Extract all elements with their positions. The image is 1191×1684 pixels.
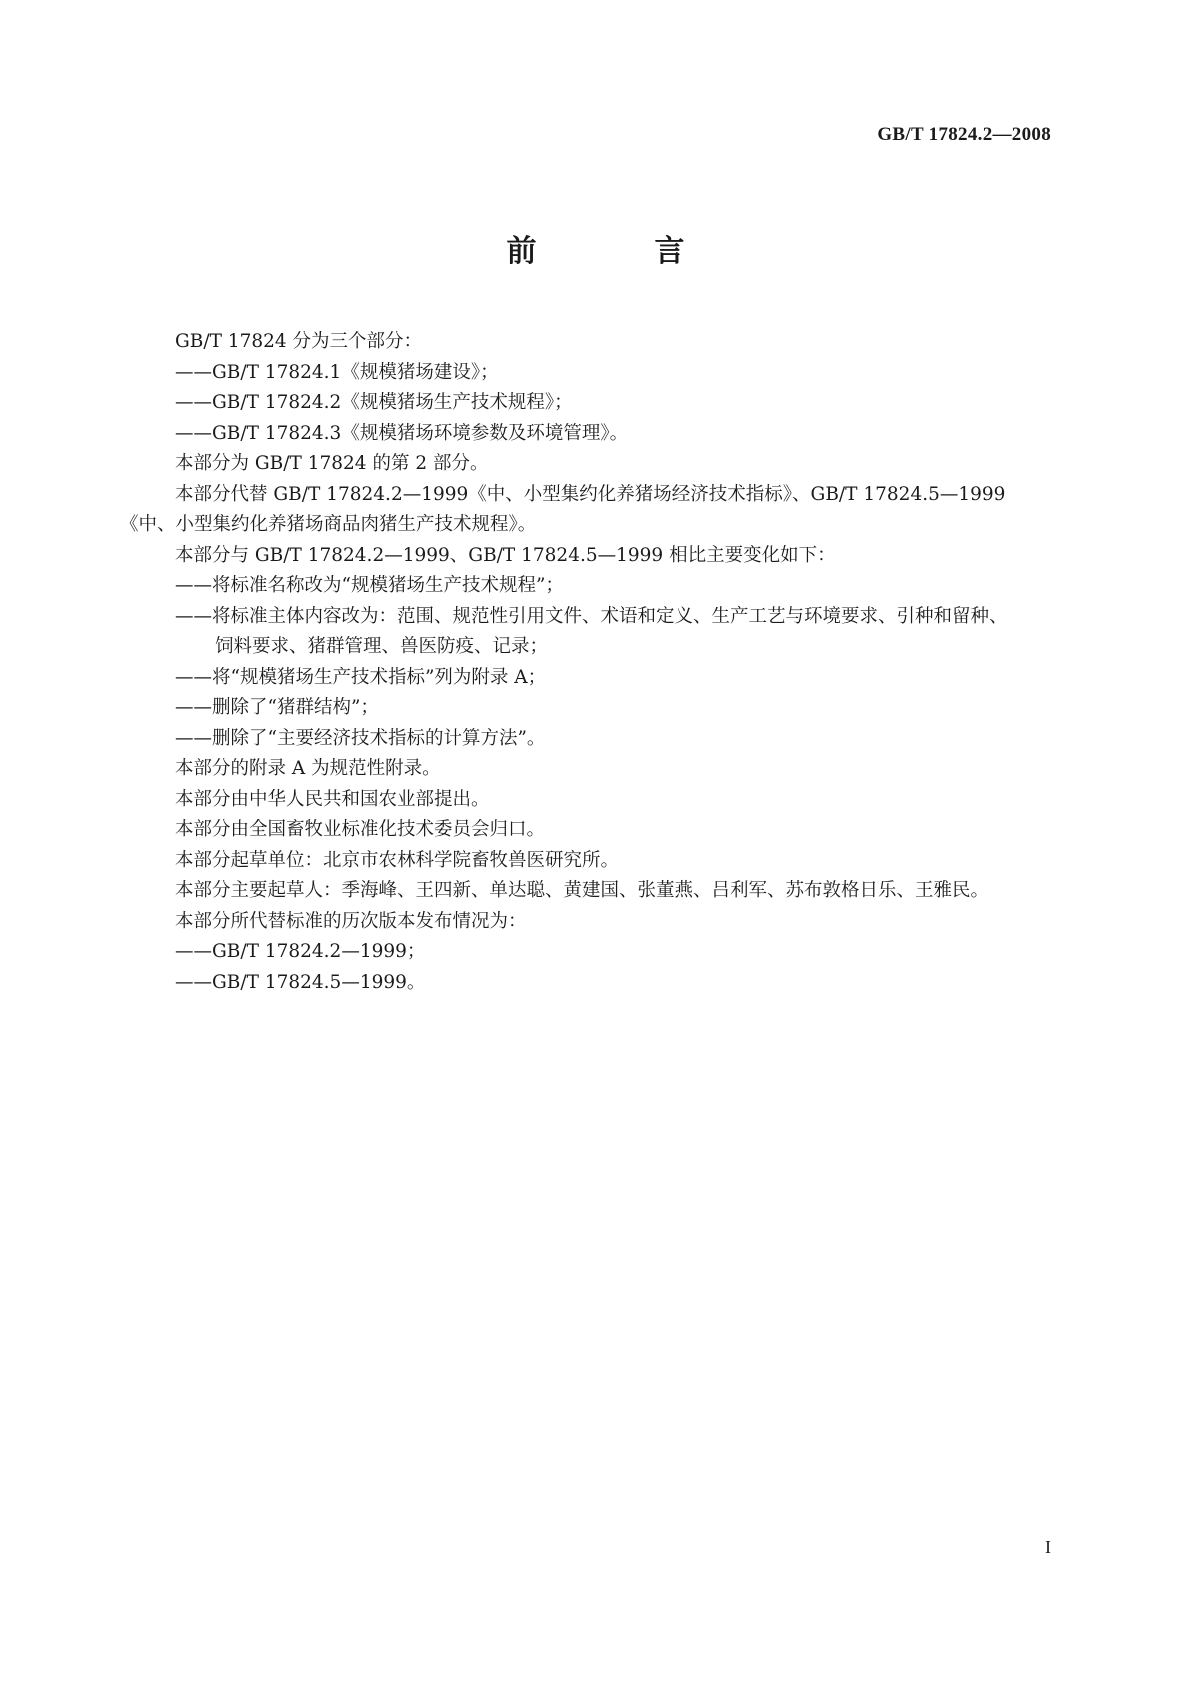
paragraph-parts-intro: GB/T 17824 分为三个部分： [175, 331, 423, 352]
paragraph-replaces-continued: 《中、小型集约化养猪场商品肉猪生产技术规程》。 [120, 514, 537, 535]
foreword-body [120, 327, 1070, 998]
paragraph-centralized-by: 本部分由全国畜牧业标准化技术委员会归口。 [175, 819, 546, 840]
list-item-change-5: ——删除了“主要经济技术指标的计算方法”。 [175, 727, 546, 749]
paragraph-drafters: 本部分主要起草人：季海峰、王四新、单达聪、黄建国、张董燕、吕利军、苏布敦格日乐、王雅民。 [175, 880, 990, 901]
paragraph-changes-intro: 本部分与 GB/T 17824.2—1999、GB/T 17824.5—1999 相比主要变化如下： [175, 544, 836, 566]
list-item-change-3: ——将“规模猪场生产技术指标”列为附录 A； [175, 666, 547, 688]
list-item-edition-2: ——GB/T 17824.5—1999。 [175, 971, 426, 993]
standard-code-header: GB/T 17824.2—2008 [877, 124, 1051, 145]
paragraph-replaces: 本部分代替 GB/T 17824.2—1999《中、小型集约化养猪场经济技术指标》、GB/T 17824.5—1999 [175, 483, 1006, 505]
list-item-part-3: ——GB/T 17824.3《规模猪场环境参数及环境管理》。 [175, 422, 629, 444]
list-item-part-2: ——GB/T 17824.2《规模猪场生产技术规程》； [175, 392, 573, 413]
list-item-change-1: ——将标准名称改为“规模猪场生产技术规程”； [175, 575, 564, 596]
list-item-change-2-continued: 饲料要求、猪群管理、兽医防疫、记录； [215, 636, 549, 657]
paragraph-previous-editions: 本部分所代替标准的历次版本发布情况为： [175, 910, 527, 932]
page-title: 前 言 [506, 234, 729, 269]
list-item-change-2: ——将标准主体内容改为：范围、规范性引用文件、术语和定义、生产工艺与环境要求、引种和留种、 [175, 605, 1008, 627]
list-item-part-1: ——GB/T 17824.1《规模猪场建设》； [175, 361, 499, 383]
paragraph-drafting-unit: 本部分起草单位：北京市农林科学院畜牧兽医研究所。 [175, 849, 620, 871]
page-number: I [1045, 1537, 1051, 1557]
paragraph-annex: 本部分的附录 A 为规范性附录。 [175, 758, 441, 779]
paragraph-this-part: 本部分为 GB/T 17824 的第 2 部分。 [175, 453, 489, 474]
paragraph-proposed-by: 本部分由中华人民共和国农业部提出。 [175, 788, 490, 810]
list-item-edition-1: ——GB/T 17824.2—1999； [175, 941, 426, 962]
list-item-change-4: ——删除了“猪群结构”； [175, 697, 379, 718]
